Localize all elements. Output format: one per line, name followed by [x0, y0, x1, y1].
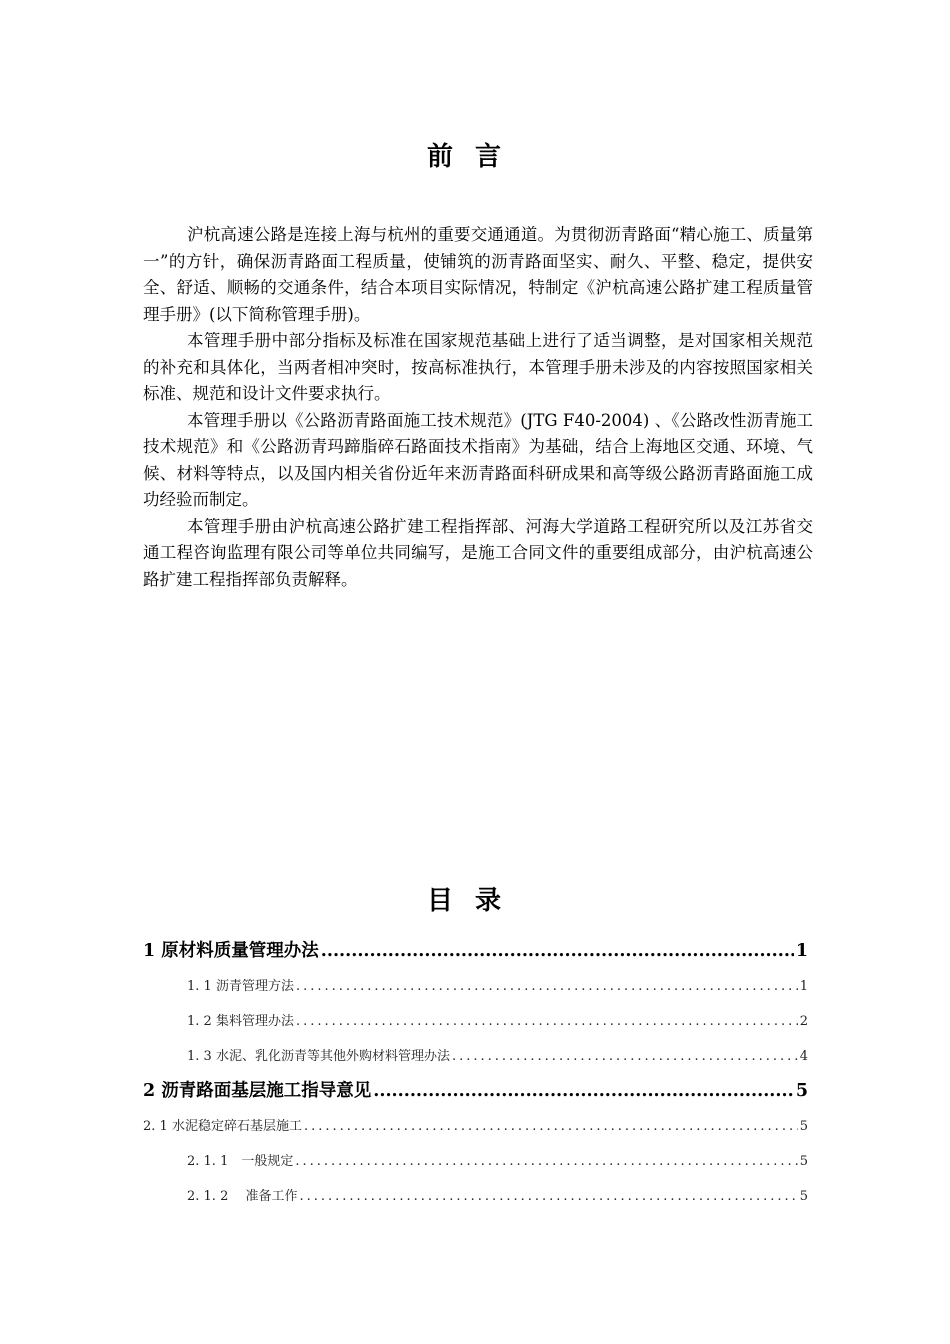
toc-leader-dots — [373, 1074, 794, 1109]
preface-body — [143, 222, 813, 593]
toc-entry-page: 1 — [799, 979, 808, 994]
toc-entry-page: 4 — [799, 1049, 808, 1064]
toc-entry[interactable] — [143, 934, 808, 969]
toc-entry-page: 1 — [795, 941, 808, 961]
toc-leader-dots — [304, 1109, 798, 1144]
toc-entry[interactable] — [143, 1144, 808, 1179]
table-of-contents — [143, 934, 808, 1214]
toc-entry[interactable] — [143, 1004, 808, 1039]
preface-title: 前言 — [426, 142, 523, 172]
toc-leader-dots — [452, 1039, 798, 1074]
toc-entry[interactable] — [143, 1074, 808, 1109]
toc-title: 目录 — [426, 886, 523, 916]
toc-entry-page: 2 — [799, 1014, 808, 1029]
toc-entry-text: 1 原材料质量管理办法 — [143, 941, 319, 961]
toc-entry-text: 2 沥青路面基层施工指导意见 — [143, 1081, 372, 1101]
preface-paragraph: 本管理手册以《公路沥青路面施工技术规范》(JTG F40-2004) 、《公路改性沥青施工技术规范》和《公路沥青玛蹄脂碎石路面技术指南》为基础，结合上海地区交通、环境、气候、材料等特点，以及国内相关省份近年来沥青路面科研成果和高等级公路沥青路面施工成功经验而制定。 — [143, 410, 813, 509]
preface-paragraph: 沪杭高速公路是连接上海与杭州的重要交通通道。为贯彻沥青路面“精心施工、质量第一”的方针，确保沥青路面工程质量，使铺筑的沥青路面坚实、耐久、平整、稳定，提供安全、舒适、顺畅的交通条件，结合本项目实际情况，特制定《沪杭高速公路扩建工程质量管理手册》(以下简称管理手册)。 — [143, 225, 813, 324]
preface-paragraph: 本管理手册中部分指标及标准在国家规范基础上进行了适当调整，是对国家相关规范的补充和具体化，当两者相冲突时，按高标准执行，本管理手册未涉及的内容按照国家相关标准、规范和设计文件要求执行。 — [143, 331, 813, 403]
toc-entry[interactable] — [143, 1109, 808, 1144]
toc-entry[interactable] — [143, 1039, 808, 1074]
toc-entry[interactable] — [143, 969, 808, 1004]
toc-entry-page: 5 — [795, 1081, 808, 1101]
preface-paragraph: 本管理手册由沪杭高速公路扩建工程指挥部、河海大学道路工程研究所以及江苏省交通工程咨询监理有限公司等单位共同编写，是施工合同文件的重要组成部分，由沪杭高速公路扩建工程指挥部负责解释。 — [143, 516, 813, 589]
toc-entry-text: 1. 2 集料管理办法 — [187, 1014, 294, 1029]
toc-leader-dots — [321, 934, 794, 969]
toc-entry-text: 2. 1. 1 一般规定 — [187, 1154, 294, 1169]
toc-entry-page: 5 — [799, 1189, 808, 1204]
toc-entry-text: 1. 1 沥青管理方法 — [187, 979, 294, 994]
toc-entry-page: 5 — [799, 1154, 808, 1169]
toc-entry-text: 1. 3 水泥、乳化沥青等其他外购材料管理办法 — [187, 1049, 450, 1064]
toc-entry-text: 2. 1 水泥稳定碎石基层施工 — [143, 1119, 302, 1134]
toc-leader-dots — [295, 1144, 797, 1179]
toc-leader-dots — [296, 1004, 798, 1039]
toc-entry-page: 5 — [799, 1119, 808, 1134]
toc-leader-dots — [299, 1179, 797, 1214]
toc-entry[interactable] — [143, 1179, 808, 1214]
toc-entry-text: 2. 1. 2 准备工作 — [187, 1189, 298, 1204]
toc-leader-dots — [296, 969, 798, 1004]
